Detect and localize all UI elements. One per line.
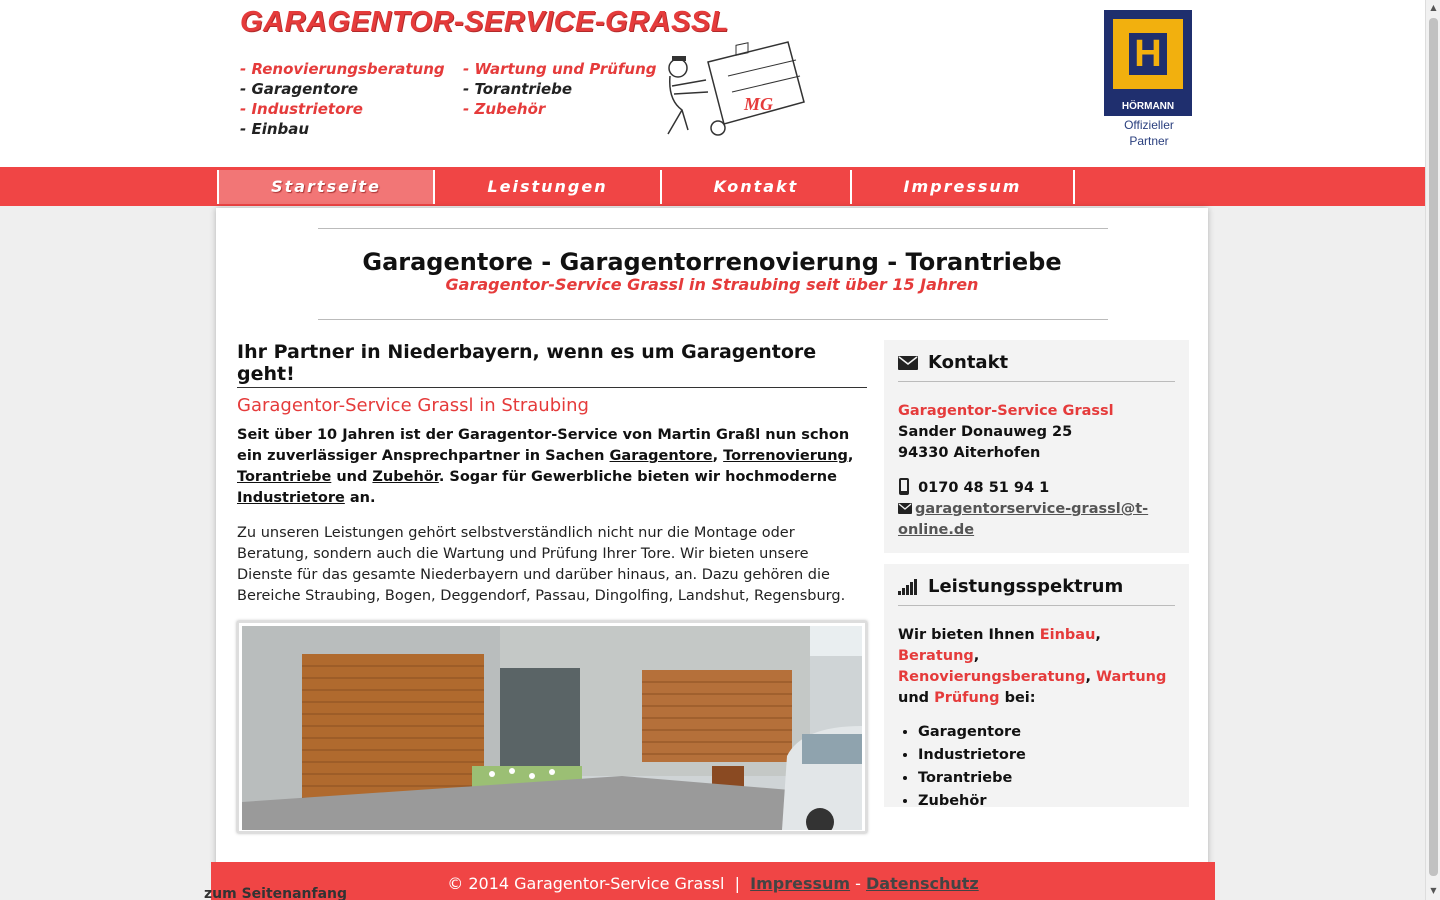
envelope-small-icon bbox=[898, 503, 912, 514]
list-item: • Industrietore bbox=[918, 744, 1175, 767]
contact-phone: 0170 48 51 94 1 bbox=[918, 480, 1050, 496]
nav-startseite[interactable]: Startseite bbox=[217, 170, 433, 204]
section-subheading: Garagentor-Service Grassl in Straubing bbox=[237, 395, 589, 416]
spectrum-wartung: Wartung bbox=[1096, 669, 1167, 685]
content-page bbox=[216, 208, 1208, 868]
scroll-up-arrow-icon[interactable]: ▲ bbox=[1430, 3, 1437, 12]
service-zubehoer: - Zubehör bbox=[463, 100, 546, 118]
link-zubehoer[interactable]: Zubehör bbox=[372, 469, 439, 485]
signal-bars-icon bbox=[898, 579, 918, 595]
footer-copyright: © 2014 Garagentor-Service Grassl | bbox=[447, 874, 751, 893]
scrollbar-thumb[interactable] bbox=[1429, 18, 1438, 876]
spectrum-einbau: Einbau bbox=[1039, 627, 1096, 643]
title-divider-top bbox=[318, 228, 1108, 229]
contact-city: 94330 Aiterhofen bbox=[898, 445, 1041, 461]
hormann-partner-badge[interactable] bbox=[1104, 10, 1194, 148]
footer-impressum-link[interactable]: Impressum bbox=[750, 874, 851, 893]
contact-box-heading bbox=[898, 352, 1175, 382]
link-garagentore[interactable]: Garagentore bbox=[609, 448, 713, 464]
list-item: • Torantriebe bbox=[918, 767, 1175, 790]
page-scrollbar[interactable] bbox=[1425, 0, 1440, 900]
garage-door-photo bbox=[242, 626, 862, 830]
site-footer: © 2014 Garagentor-Service Grassl | Impressum - Datenschutz bbox=[211, 862, 1215, 900]
footer-datenschutz-link[interactable]: Datenschutz bbox=[866, 874, 979, 893]
contact-email-row bbox=[898, 499, 1175, 541]
spectrum-pruefung: Prüfung bbox=[934, 690, 1000, 706]
service-einbau: - Einbau bbox=[240, 120, 310, 138]
contact-email-link[interactable]: garagentorservice-grassl@t-online.de bbox=[898, 501, 1149, 538]
service-renovierungsberatung: - Renovierungsberatung bbox=[240, 60, 445, 78]
main-navigation bbox=[0, 167, 1425, 206]
truck-mascot-illustration bbox=[648, 40, 808, 144]
contact-company: Garagentor-Service Grassl bbox=[898, 403, 1114, 419]
title-divider-bottom bbox=[318, 319, 1108, 320]
site-header bbox=[0, 0, 1425, 167]
nav-kontakt[interactable]: Kontakt bbox=[660, 170, 850, 204]
nav-impressum[interactable]: Impressum bbox=[850, 170, 1073, 204]
truck-mark: MG bbox=[744, 94, 774, 114]
service-garagentore: - Garagentore bbox=[240, 80, 359, 98]
partner-label-1: Offizieller bbox=[1124, 118, 1174, 132]
section-heading: Ihr Partner in Niederbayern, wenn es um Garagentore geht! bbox=[237, 341, 867, 388]
service-industrietore: - Industrietore bbox=[240, 100, 363, 118]
hormann-brand: HÖRMANN bbox=[1121, 101, 1175, 112]
envelope-icon bbox=[898, 355, 918, 371]
intro-paragraph: Seit über 10 Jahren ist der Garagentor-Service von Martin Graßl nun schon ein zuverlässiger Ansprechpartner in Sachen Garagentore, Torrenovierung, Torantriebe und Zubehör. Sogar für Gewerbliche bieten wir hochmoderne Industrietore an. bbox=[237, 427, 854, 506]
contact-phone-row bbox=[898, 478, 1175, 499]
hormann-logo bbox=[1104, 10, 1192, 116]
scroll-down-arrow-icon[interactable]: ▼ bbox=[1430, 886, 1437, 895]
back-to-top-link[interactable]: zum Seitenanfang bbox=[204, 886, 348, 900]
contact-box bbox=[884, 340, 1189, 553]
contact-heading-label: Kontakt bbox=[928, 352, 1009, 373]
site-logo-title[interactable]: GARAGENTOR-SERVICE-GRASSL bbox=[240, 6, 729, 38]
spectrum-renovierungsberatung: Renovierungsberatung bbox=[898, 669, 1086, 685]
main-column bbox=[237, 341, 867, 833]
spectrum-beratung: Beratung bbox=[898, 648, 974, 664]
nav-divider bbox=[1073, 170, 1075, 204]
link-torrenovierung[interactable]: Torrenovierung bbox=[723, 448, 848, 464]
garage-photo-frame bbox=[237, 621, 867, 833]
partner-label-2: Partner bbox=[1129, 134, 1169, 148]
nav-leistungen[interactable]: Leistungen bbox=[433, 170, 660, 204]
service-wartung: - Wartung und Prüfung bbox=[463, 60, 657, 78]
hormann-h-icon: H bbox=[1129, 33, 1167, 75]
services-paragraph: Zu unseren Leistungen gehört selbstverständlich nicht nur die Montage oder Beratung, sondern auch die Wartung und Prüfung Ihrer Tore. Wir bieten unsere Dienste für das gesamte Niederbayern und darüber hinaus, an. Dazu gehören die Bereiche Straubing, Bogen, Deggendorf, Passau, Dingolfing, Landshut, Regensburg. bbox=[237, 525, 846, 604]
page-subtitle: Garagentor-Service Grassl in Straubing seit über 15 Jahren bbox=[445, 275, 979, 294]
service-torantriebe: - Torantriebe bbox=[463, 80, 573, 98]
link-industrietore[interactable]: Industrietore bbox=[237, 490, 345, 506]
spectrum-box-heading bbox=[898, 576, 1175, 606]
list-item: • Zubehör bbox=[918, 790, 1175, 813]
page-title: Garagentore - Garagentorrenovierung - Torantriebe bbox=[362, 248, 1062, 276]
mobile-phone-icon bbox=[898, 478, 910, 495]
spectrum-box bbox=[884, 564, 1189, 807]
spectrum-list bbox=[898, 721, 1175, 813]
spectrum-heading-label: Leistungsspektrum bbox=[928, 576, 1124, 597]
spectrum-text: Wir bieten Ihnen Einbau, Beratung, Renovierungsberatung, Wartung und Prüfung bei: bbox=[898, 627, 1167, 706]
link-torantriebe[interactable]: Torantriebe bbox=[237, 469, 332, 485]
contact-street: Sander Donauweg 25 bbox=[898, 424, 1073, 440]
list-item: • Garagentore bbox=[918, 721, 1175, 744]
